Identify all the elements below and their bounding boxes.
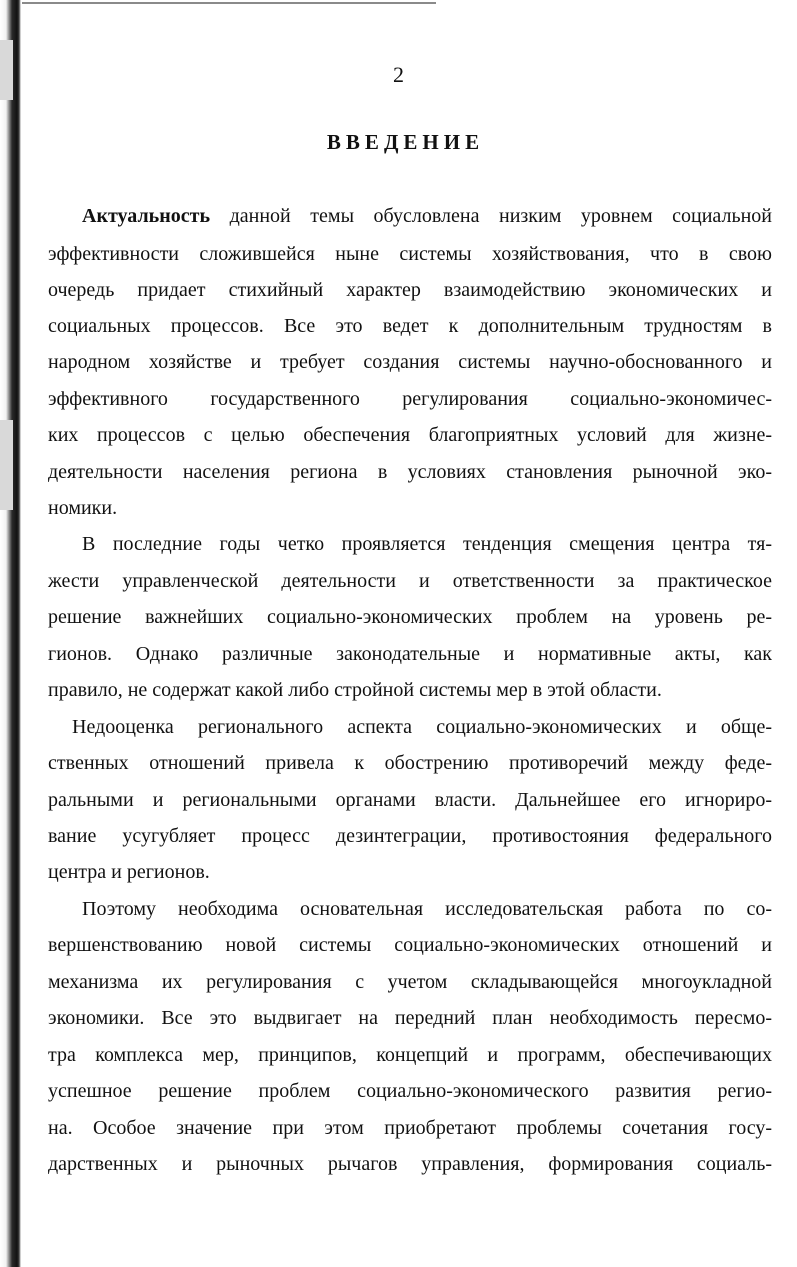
text-line: вание усугубляет процесс дезинтеграции, противостояния федерального — [48, 825, 772, 847]
text-line: Недооценка регионального аспекта социально-экономических и обще- — [72, 716, 772, 738]
section-heading: ВВЕДЕНИЕ — [326, 130, 485, 154]
text-line: В последние годы четко проявляется тенденция смещения центра тя- — [82, 533, 772, 555]
text-line: дарственных и рыночных рычагов управления, формирования социаль- — [48, 1153, 772, 1175]
scan-speck — [0, 420, 13, 510]
text-line: жести управленческой деятельности и ответственности за практическое — [48, 570, 772, 592]
text-line: Актуальность данной темы обусловлена низким уровнем социальной — [82, 205, 772, 227]
text-line: ральными и региональными органами власти. Дальнейшее его игнориро- — [48, 789, 772, 811]
text-line: ственных отношений привела к обострению противоречий между феде- — [48, 752, 772, 774]
text-line: эффективного государственного регулирования социально-экономичес- — [48, 388, 772, 410]
text-line: решение важнейших социально-экономических проблем на уровень ре- — [48, 606, 772, 628]
text-line: тра комплекса мер, принципов, концепций и программ, обеспечивающих — [48, 1044, 772, 1066]
text-line: номики. — [48, 497, 118, 519]
text-line: механизма их регулирования с учетом складывающейся многоукладной — [48, 971, 772, 993]
text-line: ких процессов с целью обеспечения благоприятных условий для жизне- — [48, 424, 772, 446]
text-line: правило, не содержат какой либо стройной системы мер в этой области. — [48, 679, 662, 701]
text-line: гионов. Однако различные законодательные и нормативные акты, как — [48, 643, 772, 665]
text-line: успешное решение проблем социально-экономического развития регио- — [48, 1080, 772, 1102]
text-line: Поэтому необходима основательная исследовательская работа по со- — [82, 898, 772, 920]
text-line: на. Особое значение при этом приобретают проблемы сочетания госу- — [48, 1117, 772, 1139]
scan-binding-edge — [0, 0, 21, 1267]
emphasis-term: Актуальность — [82, 205, 211, 227]
text-line: эффективности сложившейся ныне системы хозяйствования, что в свою — [48, 243, 772, 265]
text-line: вершенствованию новой системы социально-экономических отношений и — [48, 934, 772, 956]
text-line: социальных процессов. Все это ведет к дополнительным трудностям в — [48, 315, 772, 337]
scan-top-rule — [22, 2, 436, 4]
text-line: деятельности населения региона в условиях становления рыночной эко- — [48, 461, 772, 483]
page-number: 2 — [393, 62, 404, 87]
text-line: народном хозяйстве и требует создания системы научно-обоснованного и — [48, 351, 772, 373]
text-line: центра и регионов. — [48, 861, 210, 883]
text-line: очередь придает стихийный характер взаимодействию экономических и — [48, 279, 772, 301]
text-line: экономики. Все это выдвигает на передний план необходимость пересмо- — [48, 1007, 772, 1029]
